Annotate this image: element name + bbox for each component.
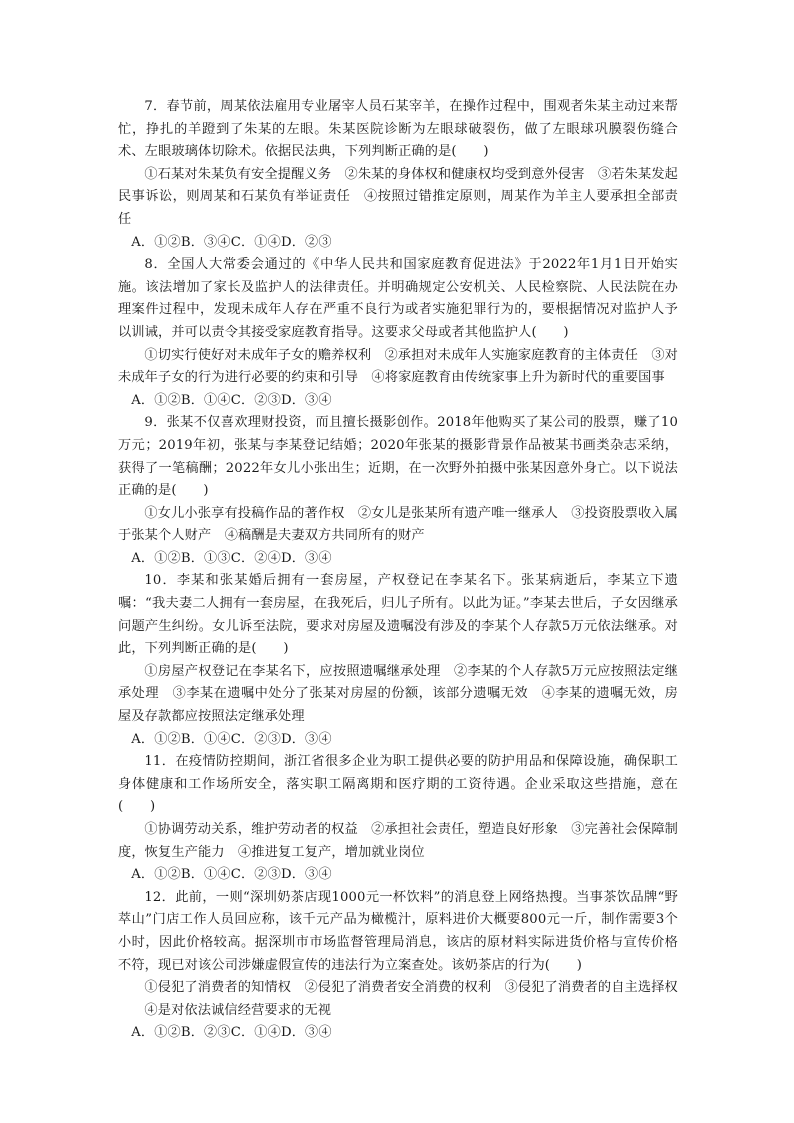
question-stem: 10．李某和张某婚后拥有一套房屋，产权登记在李某名下。张某病逝后，李某立下遗嘱：“我夫妻二人拥有一套房屋，在我死后，归儿子所有。以此为证。”李某去世后，子女因继承问题产生纠纷。女儿诉至法院，要求对房屋及遗嘱没有涉及的李某个人存款5万元依法继承。对此，下列判断正确的是( )	[118, 573, 678, 657]
question-choices: ①协调劳动关系，维护劳动者的权益 ②承担社会责任，塑造良好形象 ③完善社会保障制度，恢复生产能力 ④推进复工复产，增加就业岗位	[118, 822, 678, 860]
question-choices: ①侵犯了消费者的知情权 ②侵犯了消费者安全消费的权利 ③侵犯了消费者的自主选择权	[144, 980, 678, 996]
question-choices: ①房屋产权登记在李某名下，应按照遗嘱继承处理 ②李某的个人存款5万元应按照法定继承处理 ③李某在遗嘱中处分了张某对房屋的份额，该部分遗嘱无效 ④李某的遗嘱无效，房屋及存款都应按照法定继承处理	[118, 663, 678, 725]
question-8	[118, 254, 678, 412]
question-stem: 12．此前，一则“深圳奶茶店现1000元一杯饮料”的消息登上网络热搜。当事茶饮品牌“野萃山”门店工作人员回应称，该千元产品为橄榄汁，原料进价大概要800元一斤，制作需要3个小时，因此价格较高。据深圳市市场监督管理局消息，该店的原材料实际进货价格与宣传价格不符，现已对该公司涉嫌虚假宣传的违法行为立案查处。该奶茶店的行为( )	[118, 889, 678, 973]
question-9	[118, 412, 678, 570]
question-7	[118, 96, 678, 254]
question-stem: 8．全国人大常委会通过的《中华人民共和国家庭教育促进法》于2022年1月1日开始实施。该法增加了家长及监护人的法律责任。并明确规定公安机关、人民检察院、人民法院在办理案件过程中，发现未成年人存在严重不良行为或者实施犯罪行为的，要根据情况对监护人予以训诫，并可以责令其接受家庭教育指导。这要求父母或者其他监护人( )	[118, 257, 678, 340]
question-answers: A．①②B．①③C．②④D．③④	[131, 550, 332, 566]
question-choices: ①切实行使好对未成年子女的赡养权利 ②承担对未成年人实施家庭教育的主体责任 ③对未成年子女的行为进行必要的约束和引导 ④将家庭教育由传统家事上升为新时代的重要国事	[118, 347, 678, 386]
question-answers: A．①②B．①④C．②③D．③④	[131, 392, 332, 408]
question-12	[118, 887, 678, 1045]
question-stem: 7．春节前，周某依法雇用专业屠宰人员石某宰羊，在操作过程中，围观者朱某主动过来帮忙，挣扎的羊蹬到了朱某的左眼。朱某医院诊断为左眼球破裂伤，做了左眼球巩膜裂伤缝合术、左眼玻璃体切除术。依据民法典，下列判断正确的是( )	[118, 99, 678, 160]
question-answers: A．①②B．①④C．②③D．③④	[131, 867, 332, 883]
question-choices-extra: ④是对依法诚信经营要求的无视	[144, 1002, 332, 1018]
question-stem: 11．在疫情防控期间，浙江省很多企业为职工提供必要的防护用品和保障设施，确保职工身体健康和工作场所安全，落实职工隔离期和医疗期的工资待遇。企业采取这些措施，意在( )	[118, 754, 678, 815]
question-stem: 9．张某不仅喜欢理财投资，而且擅长摄影创作。2018年他购买了某公司的股票，赚了10万元；2019年初，张某与李某登记结婚；2020年张某的摄影背景作品被某书画类杂志采纳，获得了一笔稿酬；2022年女儿小张出生；近期，在一次野外拍摄中张某因意外身亡。以下说法正确的是( )	[118, 415, 678, 499]
question-answers: A．①②B．③④C．①④D．②③	[131, 234, 332, 250]
question-answers: A．①②B．①④C．②③D．③④	[131, 731, 332, 747]
exam-page	[118, 96, 678, 1045]
question-10	[118, 570, 678, 751]
question-answers: A．①②B．②③C．①④D．③④	[131, 1025, 332, 1041]
question-11	[118, 751, 678, 887]
question-choices: ①女儿小张享有投稿作品的著作权 ②女儿是张某所有遗产唯一继承人 ③投资股票收入属于张某个人财产 ④稿酬是夫妻双方共同所有的财产	[118, 505, 678, 544]
question-choices: ①石某对朱某负有安全提醒义务 ②朱某的身体权和健康权均受到意外侵害 ③若朱某发起民事诉讼，则周某和石某负有举证责任 ④按照过错推定原则，周某作为羊主人要承担全部责任	[118, 166, 678, 227]
